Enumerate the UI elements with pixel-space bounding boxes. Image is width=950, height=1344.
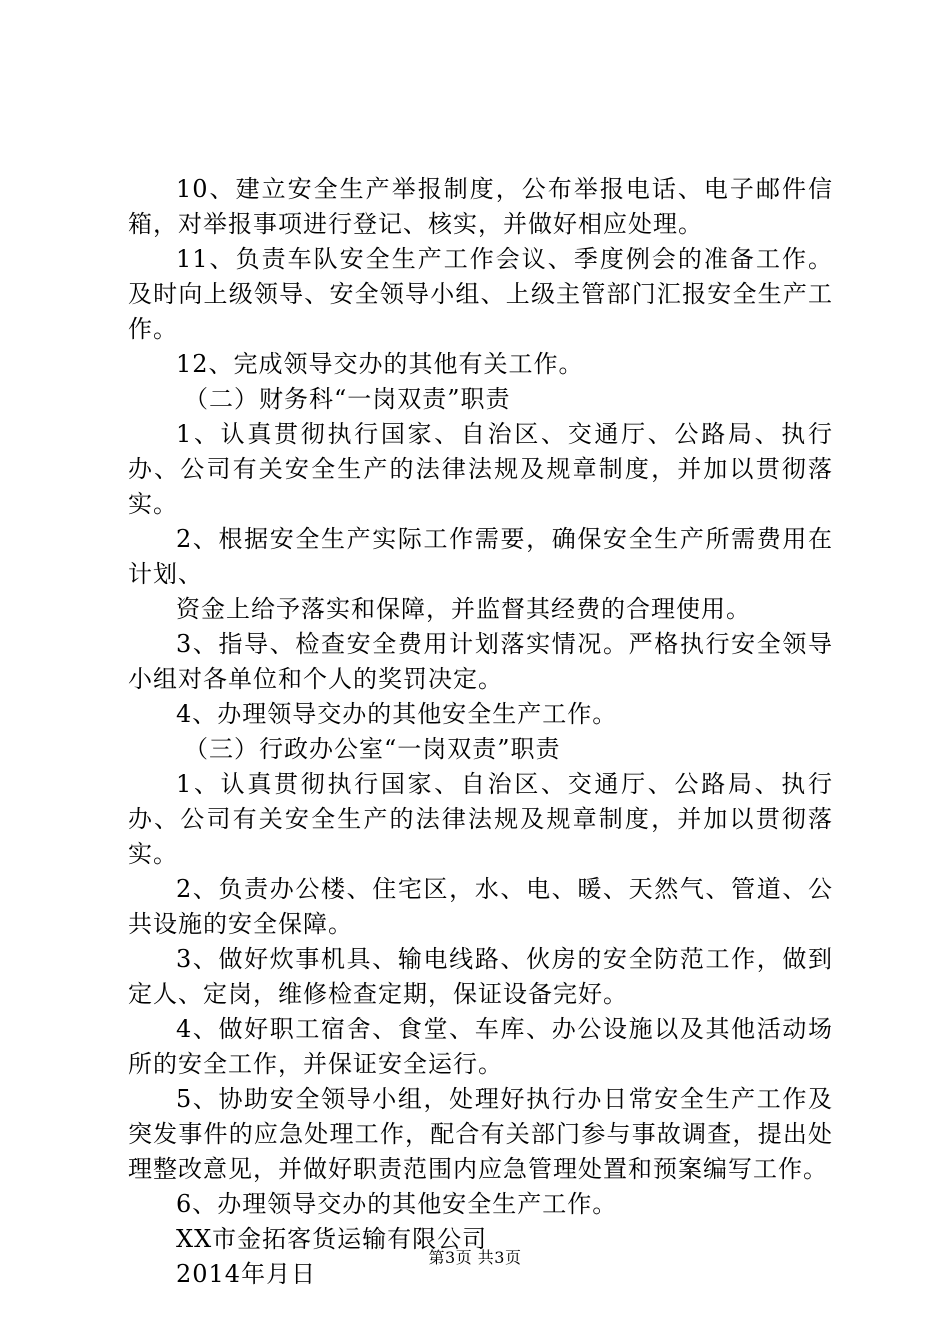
admin-clause-3: 3、做好炊事机具、输电线路、伙房的安全防范工作，做到定人、定岗，维修检查定期，保证设备完好。 [128,945,833,1008]
clause-10: 10、建立安全生产举报制度，公布举报电话、电子邮件信箱，对举报事项进行登记、核实，并做好相应处理。 [128,175,833,238]
finance-clause-2: 2、根据安全生产实际工作需要，确保安全生产所需费用在计划、 [128,525,833,588]
clause-11: 11、负责车队安全生产工作会议、季度例会的准备工作。及时向上级领导、安全领导小组、上级主管部门汇报安全生产工作。 [128,245,833,343]
admin-clause-5: 5、协助安全领导小组，处理好执行办日常安全生产工作及突发事件的应急处理工作，配合有关部门参与事故调查，提出处理整改意见，并做好职责范围内应急管理处置和预案编写工作。 [128,1085,833,1183]
admin-clause-1: 1、认真贯彻执行国家、自治区、交通厅、公路局、执行办、公司有关安全生产的法律法规及规章制度，并加以贯彻落实。 [128,770,833,868]
company-signature: XX市金拓客货运输有限公司 [176,1225,488,1253]
section-heading-finance: （二）财务科“一岗双责”职责 [184,385,511,413]
admin-clause-2: 2、负责办公楼、住宅区，水、电、暖、天然气、管道、公共设施的安全保障。 [128,875,833,938]
admin-clause-4: 4、做好职工宿舍、食堂、车库、办公设施以及其他活动场所的安全工作，并保证安全运行。 [128,1015,833,1078]
document-body [128,172,833,1292]
finance-clause-3: 3、指导、检查安全费用计划落实情况。严格执行安全领导小组对各单位和个人的奖罚决定。 [128,630,833,693]
finance-clause-2-continued: 资金上给予落实和保障，并监督其经费的合理使用。 [176,595,751,623]
admin-clause-6: 6、办理领导交办的其他安全生产工作。 [176,1190,618,1218]
clause-12: 12、完成领导交办的其他有关工作。 [176,350,584,378]
finance-clause-4: 4、办理领导交办的其他安全生产工作。 [176,700,618,728]
page-number-footer: 第3页 共3页 [428,1248,522,1267]
finance-clause-1: 1、认真贯彻执行国家、自治区、交通厅、公路局、执行办、公司有关安全生产的法律法规及规章制度，并加以贯彻落实。 [128,420,833,518]
document-date: 2014年月日 [176,1260,317,1288]
section-heading-admin: （三）行政办公室“一岗双责”职责 [184,735,561,763]
